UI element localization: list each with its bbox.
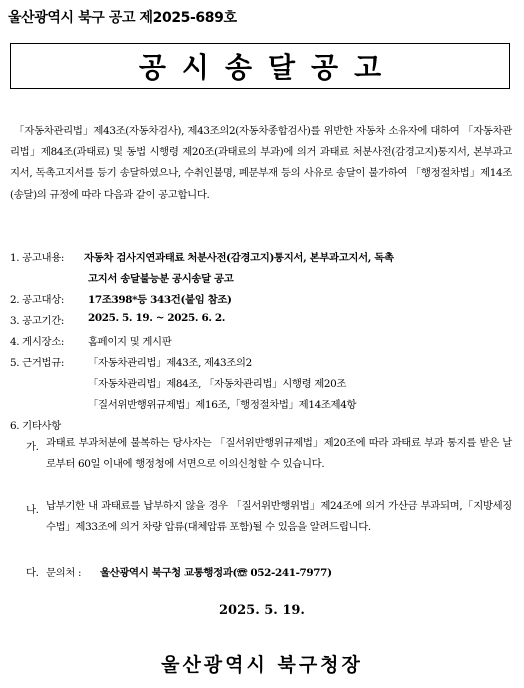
item-b-text: 납부기한 내 과태료를 납부하지 않을 경우 「질서위반행위법」제24조에 의거 가산금 부과되며,「지방세징수법」제33조에 의거 차량 압류(대체압류 포함)될 수 있음을 알려드립니다. — [46, 500, 512, 533]
content-value-line1: 자동차 검사지연과태료 처분사전(감경고지)통지서, 본부과고지서, 독촉 — [84, 252, 394, 264]
notice-number: 울산광역시 북구 공고 제2025-689호 — [8, 10, 237, 26]
law-label: 5. 근거법규: — [10, 357, 65, 369]
content-value-line2: 고지서 송달불능분 공시송달 공고 — [88, 273, 234, 285]
period-value: 2025. 5. 19. ~ 2025. 6. 2. — [88, 312, 226, 324]
item-b-marker: 나. — [26, 504, 39, 516]
contact-label: 문의처 : — [46, 567, 82, 579]
item-a-marker: 가. — [26, 441, 39, 453]
title-box — [10, 43, 510, 89]
place-label: 4. 게시장소: — [10, 336, 65, 348]
intro-paragraph: 「자동차관리법」제43조(자동차검사), 제43조의2(자동차종합검사)를 위반한 자동차 소유자에 대하여 「자동차관리법」제84조(과태료) 및 동법 시행령 제20조(과태료의 부과)에 의거 과태료 처분사전(감경고지)통지서, 본부과고지서, 독촉고지서를 등기 송달하였으나, 수취인불명, 폐문부재 등의 사유로 송달이 불가하여 「행정절차법」제14조(송달)의 규정에 따라 다음과 같이 공고합니다. — [10, 125, 512, 201]
law-line3: 「질서위반행위규제법」제16조,「행정절차법」제14조제4항 — [88, 399, 357, 411]
issuer-signature: 울산광역시 북구청장 — [161, 654, 363, 676]
target-value: 17조398*등 343건(붙임 참조) — [88, 294, 232, 306]
notice-date: 2025. 5. 19. — [219, 603, 305, 618]
place-value: 홈페이지 및 게시판 — [88, 336, 172, 348]
item-a-text: 과태료 부과처분에 불복하는 당사자는 「질서위반행위규제법」제20조에 따라 과태료 부과 통지를 받은 날로부터 60일 이내에 행정청에 서면으로 이의신청할 수 있습니다. — [46, 437, 512, 470]
law-line2: 「자동차관리법」제84조, 「자동차관리법」시행령 제20조 — [88, 378, 347, 390]
document-title: 공시송달공고 — [138, 51, 398, 84]
other-label: 6. 기타사항 — [10, 420, 61, 432]
item-c-marker: 다. — [26, 567, 39, 579]
law-line1: 「자동차관리법」제43조, 제43조의2 — [88, 357, 252, 369]
period-label: 3. 공고기간: — [10, 315, 65, 327]
contact-value: 울산광역시 북구청 교통행정과(☏ 052-241-7977) — [100, 567, 332, 579]
target-label: 2. 공고대상: — [10, 294, 65, 306]
content-label: 1. 공고내용: — [10, 252, 65, 264]
